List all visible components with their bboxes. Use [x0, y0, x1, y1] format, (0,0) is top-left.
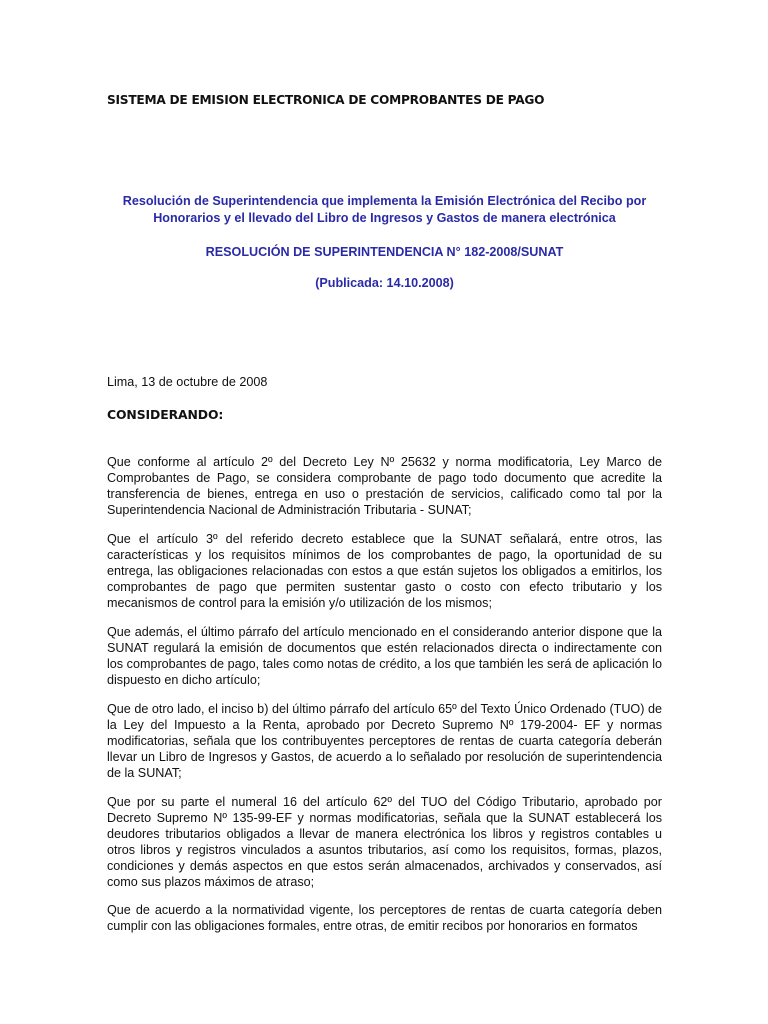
publication-date: (Publicada: 14.10.2008) [315, 276, 454, 290]
paragraph: Que el artículo 3º del referido decreto establece que la SUNAT señalará, entre otros, las características y los requisitos mínimos de los comprobantes de pago, la oportunidad de su entrega, las obligaciones relacionadas con estos a que están sujetos los obligados a emitirlos, los comprobantes de pago que permiten sustentar gasto o costo con efecto tributario y los mecanismos de control para la emisión y/o utilización de los mismos; [107, 531, 662, 610]
paragraph: Que de otro lado, el inciso b) del último párrafo del artículo 65º del Texto Único Ordenado (TUO) de la Ley del Impuesto a la Renta, aprobado por Decreto Supremo Nº 179-2004- EF y normas modificatorias, señala que los contribuyentes perceptores de rentas de cuarta categoría deberán llevar un Libro de Ingresos y Gastos, de acuerdo a lo señalado por resolución de superintendencia de la SUNAT; [107, 701, 662, 780]
dateline: Lima, 13 de octubre de 2008 [107, 375, 268, 389]
paragraph: Que además, el último párrafo del artículo mencionado en el considerando anterior dispone que la SUNAT regulará la emisión de documentos que estén relacionados directa o indirectamente con los comprobantes de pago, tales como notas de crédito, a los que también les será de aplicación lo dispuesto en dicho artículo; [107, 624, 662, 687]
resolution-number: RESOLUCIÓN DE SUPERINTENDENCIA N° 182-2008/SUNAT [205, 245, 564, 259]
paragraph: Que por su parte el numeral 16 del artículo 62º del TUO del Código Tributario, aprobado por Decreto Supremo Nº 135-99-EF y normas modificatorias, señala que la SUNAT establecerá los deudores tributarios obligados a llevar de manera electrónica los libros y registros contables u otros libros y registros vinculados a asuntos tributarios, así como los requisitos, formas, plazos, condiciones y demás aspectos en que estos serán almacenados, archivados y conservados, así como sus plazos máximos de atraso; [107, 794, 662, 889]
paragraph: Que conforme al artículo 2º del Decreto Ley Nº 25632 y norma modificatoria, Ley Marco de Comprobantes de Pago, se considera comprobante de pago todo documento que acredite la transferencia de bienes, entrega en uso o prestación de servicios, calificado como tal por la Superintendencia Nacional de Administración Tributaria - SUNAT; [107, 454, 662, 517]
resolution-subject: Resolución de Superintendencia que implementa la Emisión Electrónica del Recibo por Honorarios y el llevado del Libro de Ingresos y Gastos de manera electrónica [122, 194, 647, 225]
section-heading: CONSIDERANDO: [107, 407, 224, 422]
paragraph: Que de acuerdo a la normatividad vigente, los perceptores de rentas de cuarta categoría deben cumplir con las obligaciones formales, entre otras, de emitir recibos por honorarios en formatos [107, 902, 662, 933]
system-title: SISTEMA DE EMISION ELECTRONICA DE COMPROBANTES DE PAGO [107, 93, 545, 107]
